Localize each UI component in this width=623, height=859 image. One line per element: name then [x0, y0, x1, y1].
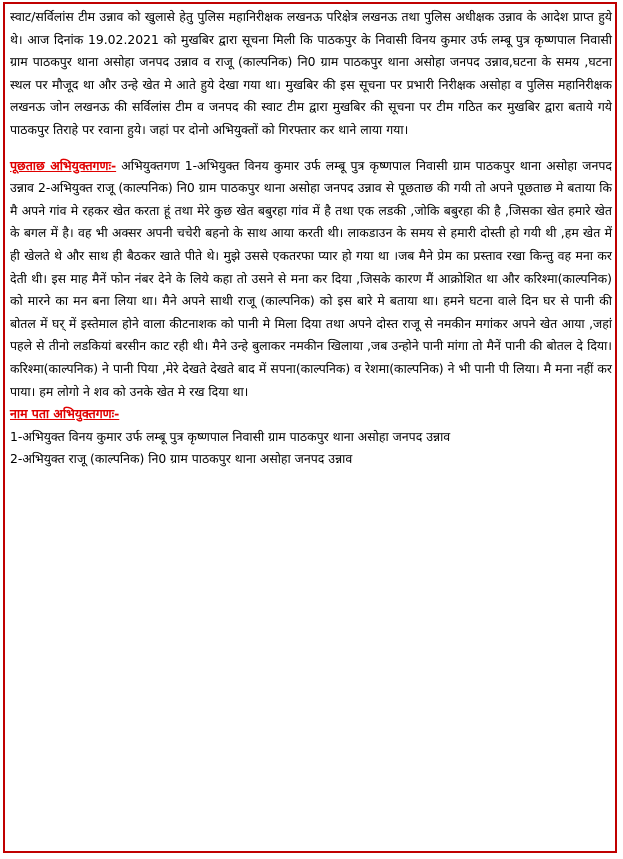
interrogation-heading: पूछताछ अभियुक्तगणः-	[10, 157, 117, 173]
accused-2-address: 2-अभियुक्त राजू (काल्पनिक) नि0 ग्राम पाठकपुर थाना असोहा जनपद उन्नाव	[10, 451, 353, 467]
document-body	[10, 6, 612, 471]
accused-1-address: 1-अभियुक्त विनय कुमार उर्फ लम्बू पुत्र कृष्णपाल निवासी ग्राम पाठकपुर थाना असोहा जनपद उन्नाव	[10, 428, 451, 444]
intro-paragraph: स्वाट/सर्विलांस टीम उन्नाव को खुलासे हेतु पुलिस महानिरीक्षक लखनऊ परिक्षेत्र लखनऊ तथा पुलिस अधीक्षक उन्नाव के आदेश प्राप्त हुये थे। आज दिनांक 19.02.2021 को मुखबिर द्वारा सूचना मिली कि पाठकपुर के निवासी विनय कुमार उर्फ लम्बू पुत्र कृष्णपाल निवासी ग्राम पाठकपुर थाना असोहा जनपद उन्नाव व राजू (काल्पनिक) नि0 ग्राम पाठकपुर थाना असोहा जनपद उन्नाव,घटना के समय ,घटना स्थल पर मौजूद था और उन्हे खेत मे आते हुये देखा गया था। मुखबिर की इस सूचना पर प्रभारी निरीक्षक असोहा व पुलिस महानिरीक्षक लखनऊ जोन लखनऊ की सर्विलांस टीम व जनपद की स्वाट टीम द्वारा मुखबिर की सूचना पर टीम गठित कर मुखबिर द्वारा बताये गये पाठकपुर तिराहे पर रवाना हुये। जहां पर दोनो अभियुक्तों को गिरफ्तार कर थाने लाया गया।	[10, 9, 612, 137]
paragraph-gap	[10, 142, 612, 155]
address-heading: नाम पता अभियुक्तगणः-	[10, 406, 120, 422]
interrogation-paragraph	[10, 155, 612, 404]
interrogation-body: अभियुक्तगण 1-अभियुक्त विनय कुमार उर्फ लम्बू पुत्र कृष्णपाल निवासी ग्राम पाठकपुर थाना असोहा जनपद उन्नाव 2-अभियुक्त राजू (काल्पनिक) नि0 ग्राम पाठकपुर थाना असोहा जनपद उन्नाव से पूछताछ की गयी तो अपने पूछताछ मे बताया कि मै अपने गांव मे रहकर खेत करता हूं तथा मेरे कुछ खेत बबुरहा गांव में है तथा एक लडकी ,जोकि बबुरहा की है ,जिसका खेत हमारे खेत के बगल में है। वह भी अक्सर अपनी चचेरी बहनो के साथ आया करती थी। लाकडाउन के समय से हमारी दोस्ती हो गयी थी ,हम खेत में ही खेलते थे और साथ ही बैठकर खाते पीते थे। मुझे उससे एकतरफा प्यार हो गया था ।जब मैने प्रेम का प्रस्ताव रखा किन्तु वह मना कर देती थी। इस माह मैनें फोन नंबर देने के लिये कहा तो उसने से मना कर दिया ,जिसके कारण मैं आक्रोशित था और करिश्मा(काल्पनिक) को मारने का मन बना लिया था। मैने अपने साथी राजू (काल्पनिक) को इस बारे मे बताया था। हमने घटना वाले दिन घर से पानी की बोतल में घर् में इस्तेमाल होने वाला कीटनाशक को पानी मे मिला दिया तथा अपने दोस्त राजू से नमकीन मगांकर अपने खेत आया ,जहां पहले से तीनो लडकियां बरसीन काट रही थी। मैने उन्हे बुलाकर नमकीन खिलाया ,जब उन्होने पानी मांगा तो मैनें पानी की बोतल दे दिया। करिश्मा(काल्पनिक) ने पानी पिया ,मेरे देखते देखते बाद में सपना(काल्पनिक) व रेशमा(काल्पनिक) ने भी पानी पी लिया। मै मना नहीं कर पाया। हम लोगो ने शव को उनके खेत मे रख दिया था।	[10, 157, 612, 399]
